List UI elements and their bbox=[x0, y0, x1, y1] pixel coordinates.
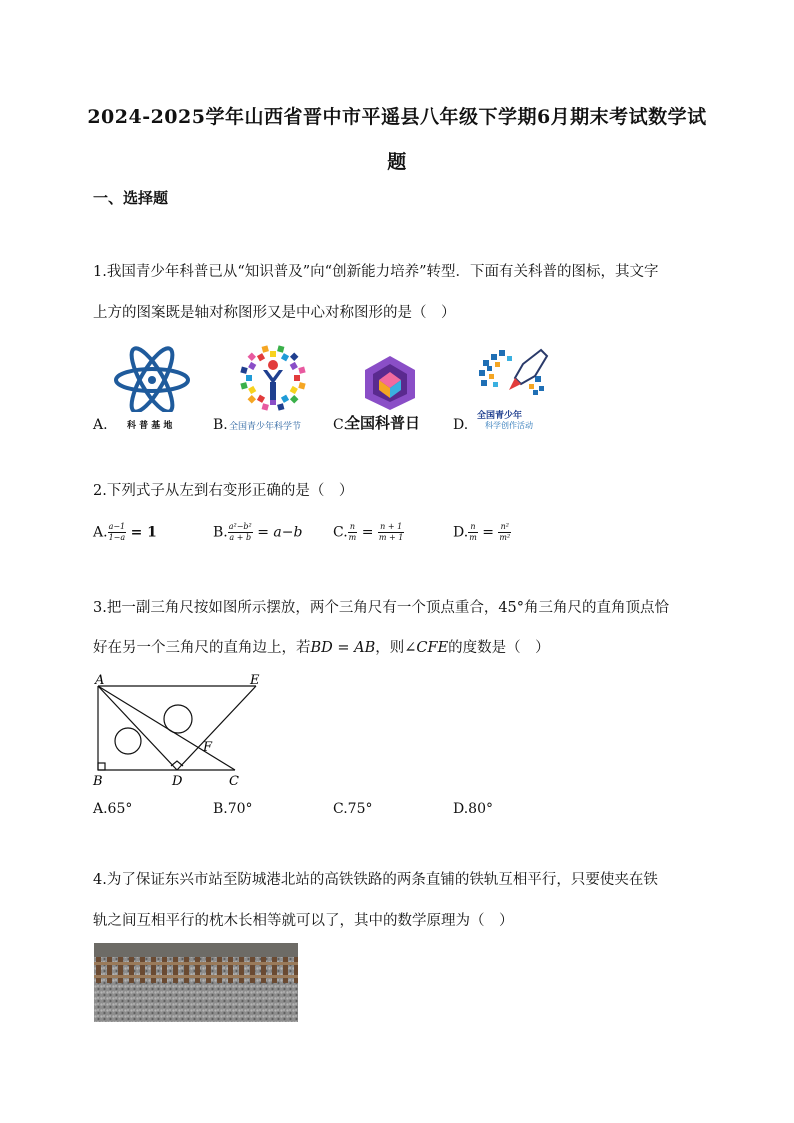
q3-text-line2 bbox=[93, 638, 550, 658]
q1-option-d[interactable] bbox=[453, 340, 563, 435]
option-letter: D. bbox=[453, 417, 469, 433]
point-label-e: E bbox=[250, 673, 260, 688]
q3-option-b[interactable]: B.70° bbox=[213, 801, 253, 817]
option-caption: 全国科普日 bbox=[345, 414, 421, 432]
point-label-c: C bbox=[229, 774, 239, 789]
hexagon-logo-icon bbox=[361, 354, 419, 412]
q3-option-c[interactable]: C.75° bbox=[333, 801, 373, 817]
q3-text-line1: 3.把一副三角尺按如图所示摆放，两个三角尺有一个顶点重合，45°角三角尺的直角顶点恰 bbox=[93, 600, 670, 616]
fraction-numerator: n bbox=[468, 522, 478, 533]
festival-logo-icon bbox=[233, 340, 313, 416]
railway-track-photo bbox=[94, 943, 298, 1022]
q1-option-a[interactable] bbox=[93, 340, 203, 435]
document-title-line2: 题 bbox=[387, 151, 407, 173]
option-caption-top: 全国青少年 bbox=[477, 411, 523, 421]
fraction-denominator: 1−a bbox=[108, 533, 126, 542]
q3-triangle-figure bbox=[88, 672, 278, 790]
q4-text-line2: 轨之间互相平行的枕木长相等就可以了，其中的数学原理为（ ） bbox=[93, 913, 514, 929]
q4-text-line1: 4.为了保证东兴市站至防城港北站的高铁铁路的两条直铺的铁轨互相平行，只要使夹在铁 bbox=[93, 872, 658, 888]
point-label-b: B bbox=[93, 774, 103, 789]
point-label-d: D bbox=[172, 774, 183, 789]
fraction-denominator: m + 1 bbox=[378, 533, 404, 542]
point-label-a: A bbox=[95, 673, 105, 688]
q3-option-a[interactable]: A.65° bbox=[93, 801, 133, 817]
fraction-numerator: n + 1 bbox=[378, 522, 404, 533]
fraction-denominator: a + b bbox=[229, 533, 252, 542]
q1-text-line1: 1.我国青少年科普已从“知识普及”向“创新能力培养”转型．下面有关科普的图标，其文字 bbox=[93, 264, 659, 280]
q2-option-b[interactable] bbox=[213, 522, 302, 543]
option-letter: A. bbox=[93, 417, 108, 433]
option-letter: A. bbox=[93, 524, 108, 541]
equation-rhs: = 1 bbox=[130, 524, 157, 541]
option-letter: B. bbox=[213, 524, 228, 541]
rocket-logo-icon bbox=[475, 346, 551, 408]
fraction-numerator: a²−b² bbox=[228, 522, 252, 531]
q1-option-b[interactable] bbox=[213, 340, 323, 435]
option-caption: 全国青少年科学节 bbox=[229, 422, 302, 432]
point-label-f: F bbox=[203, 740, 213, 755]
option-letter: C. bbox=[333, 417, 348, 433]
fraction-denominator: m bbox=[348, 533, 357, 542]
option-letter: C. bbox=[333, 524, 348, 541]
q2-option-a[interactable] bbox=[93, 522, 157, 543]
q1-option-c[interactable] bbox=[333, 340, 443, 435]
atom-logo-icon bbox=[111, 342, 193, 412]
q3-option-d[interactable]: D.80° bbox=[453, 801, 493, 817]
option-letter: B. bbox=[213, 417, 228, 433]
q2-text: 2.下列式子从左到右变形正确的是（ ） bbox=[93, 483, 354, 499]
q2-option-d[interactable]: D. $\frac{n}{m}$ = $\frac{\text{n²}}{\text{m²}}$ bbox=[453, 522, 511, 542]
q3-text-part: 的度数是（ ） bbox=[448, 640, 550, 656]
fraction-denominator: m bbox=[469, 533, 477, 542]
fraction-numerator: n² bbox=[498, 522, 511, 533]
q3-text-part: ，则 bbox=[375, 640, 405, 656]
q2-option-c[interactable]: C. $\frac{n}{m}$ = $\frac{n + 1}{m + 1}$ bbox=[333, 522, 404, 542]
equation-rhs: = a−b bbox=[257, 524, 303, 541]
q3-math-angle: ∠CFE bbox=[404, 640, 449, 656]
fraction-denominator: m² bbox=[499, 533, 511, 542]
fraction-numerator: a−1 bbox=[108, 522, 126, 531]
option-caption: 科 普 基 地 bbox=[127, 421, 173, 431]
section-heading: 一、选择题 bbox=[93, 189, 169, 207]
option-caption-bottom: 科学创作活动 bbox=[485, 421, 533, 430]
fraction-numerator: n bbox=[348, 522, 358, 533]
q3-math-expr: BD = AB bbox=[310, 640, 376, 656]
q3-text-part: 好在另一个三角尺的直角边上，若 bbox=[93, 640, 311, 656]
q1-text-line2: 上方的图案既是轴对称图形又是中心对称图形的是（ ） bbox=[93, 305, 456, 321]
option-letter: D. bbox=[453, 524, 469, 541]
document-title-line1: 2024-2025学年山西省晋中市平遥县八年级下学期6月期末考试数学试 bbox=[87, 106, 707, 128]
